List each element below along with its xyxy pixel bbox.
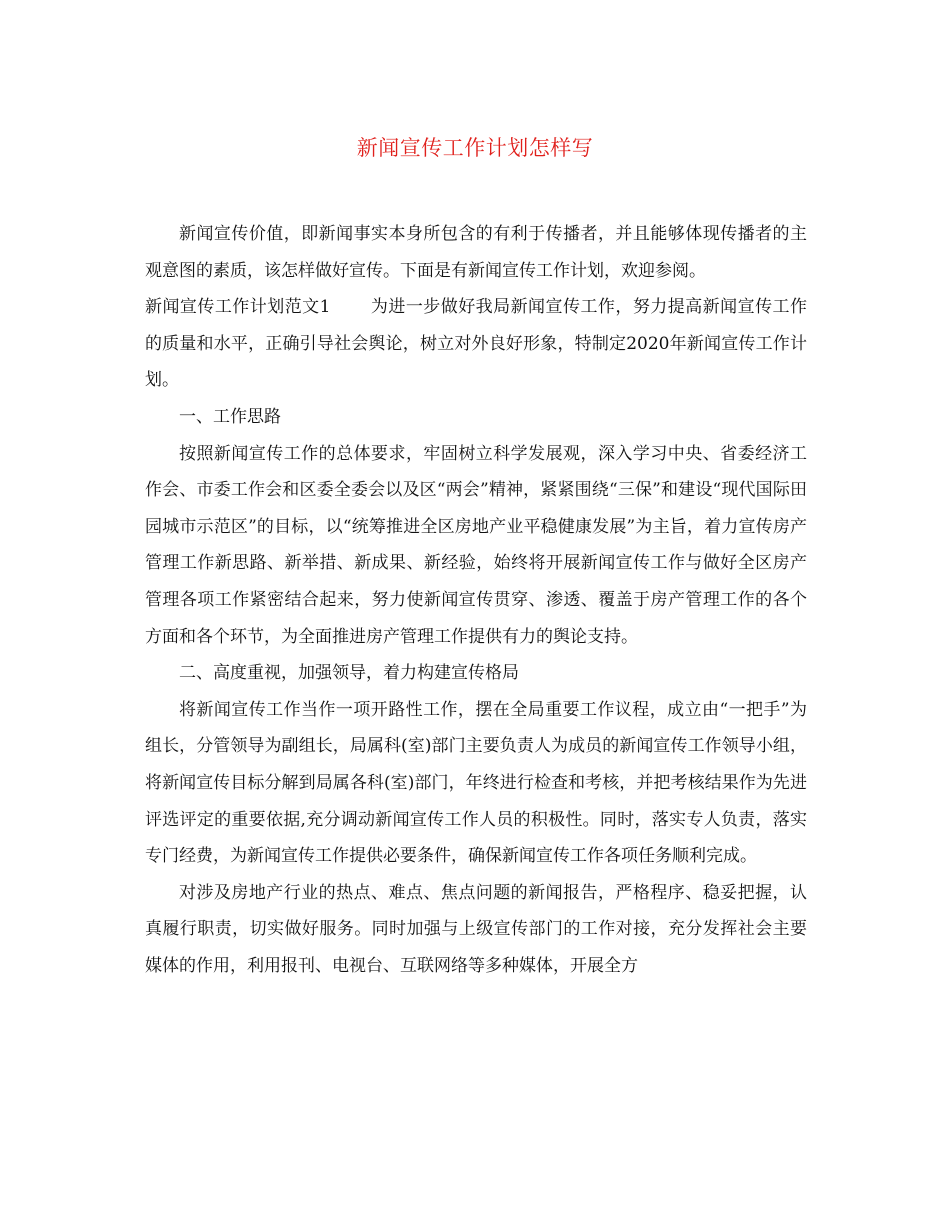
- document-title: 新闻宣传工作计划怎样写: [356, 136, 594, 160]
- sample-heading: 新闻宣传工作计划范文1: [145, 297, 331, 318]
- sample-paragraph: [145, 289, 807, 399]
- section-heading-1: 一、工作思路: [179, 406, 281, 427]
- document-body: [145, 216, 807, 984]
- section-body-1: 按照新闻宣传工作的总体要求，牢固树立科学发展观，深入学习中央、省委经济工作会、市委工作会和区委全委会以及区“两会”精神，紧紧围绕“三保”和建设“现代国际田园城市示范区”的目标，以“统筹推进全区房地产业平稳健康发展”为主旨，着力宣传房产管理工作新思路、新举措、新成果、新经验，始终将开展新闻宣传工作与做好全区房产管理各项工作紧密结合起来，努力使新闻宣传贯穿、渗透、覆盖于房产管理工作的各个方面和各个环节，为全面推进房产管理工作提供有力的舆论支持。: [145, 443, 807, 647]
- section-body-2: 将新闻宣传工作当作一项开路性工作，摆在全局重要工作议程，成立由“一把手”为组长，分管领导为副组长，局属科(室)部门主要负责人为成员的新闻宣传工作领导小组，将新闻宣传目标分解到局属各科(室)部门，年终进行检查和考核，并把考核结果作为先进评选评定的重要依据,充分调动新闻宣传工作人员的积极性。同时，落实专人负责，落实专门经费，为新闻宣传工作提供必要条件，确保新闻宣传工作各项任务顺利完成。: [145, 699, 807, 867]
- section-body-2b: 对涉及房地产行业的热点、难点、焦点问题的新闻报告，严格程序、稳妥把握，认真履行职责，切实做好服务。同时加强与上级宣传部门的工作对接，充分发挥社会主要媒体的作用，利用报刊、电视台、互联网络等多种媒体，开展全方: [145, 882, 807, 976]
- intro-paragraph: 新闻宣传价值，即新闻事实本身所包含的有利于传播者，并且能够体现传播者的主观意图的素质，该怎样做好宣传。下面是有新闻宣传工作计划，欢迎参阅。: [145, 224, 807, 281]
- sample-lead-text: 为进一步做好我局新闻宣传工作，努力提高新闻宣传工作的质量和水平，正确引导社会舆论，树立对外良好形象，特制定2020年新闻宣传工作计划。: [145, 297, 807, 391]
- section-heading-2: 二、高度重视，加强领导，着力构建宣传格局: [179, 663, 519, 684]
